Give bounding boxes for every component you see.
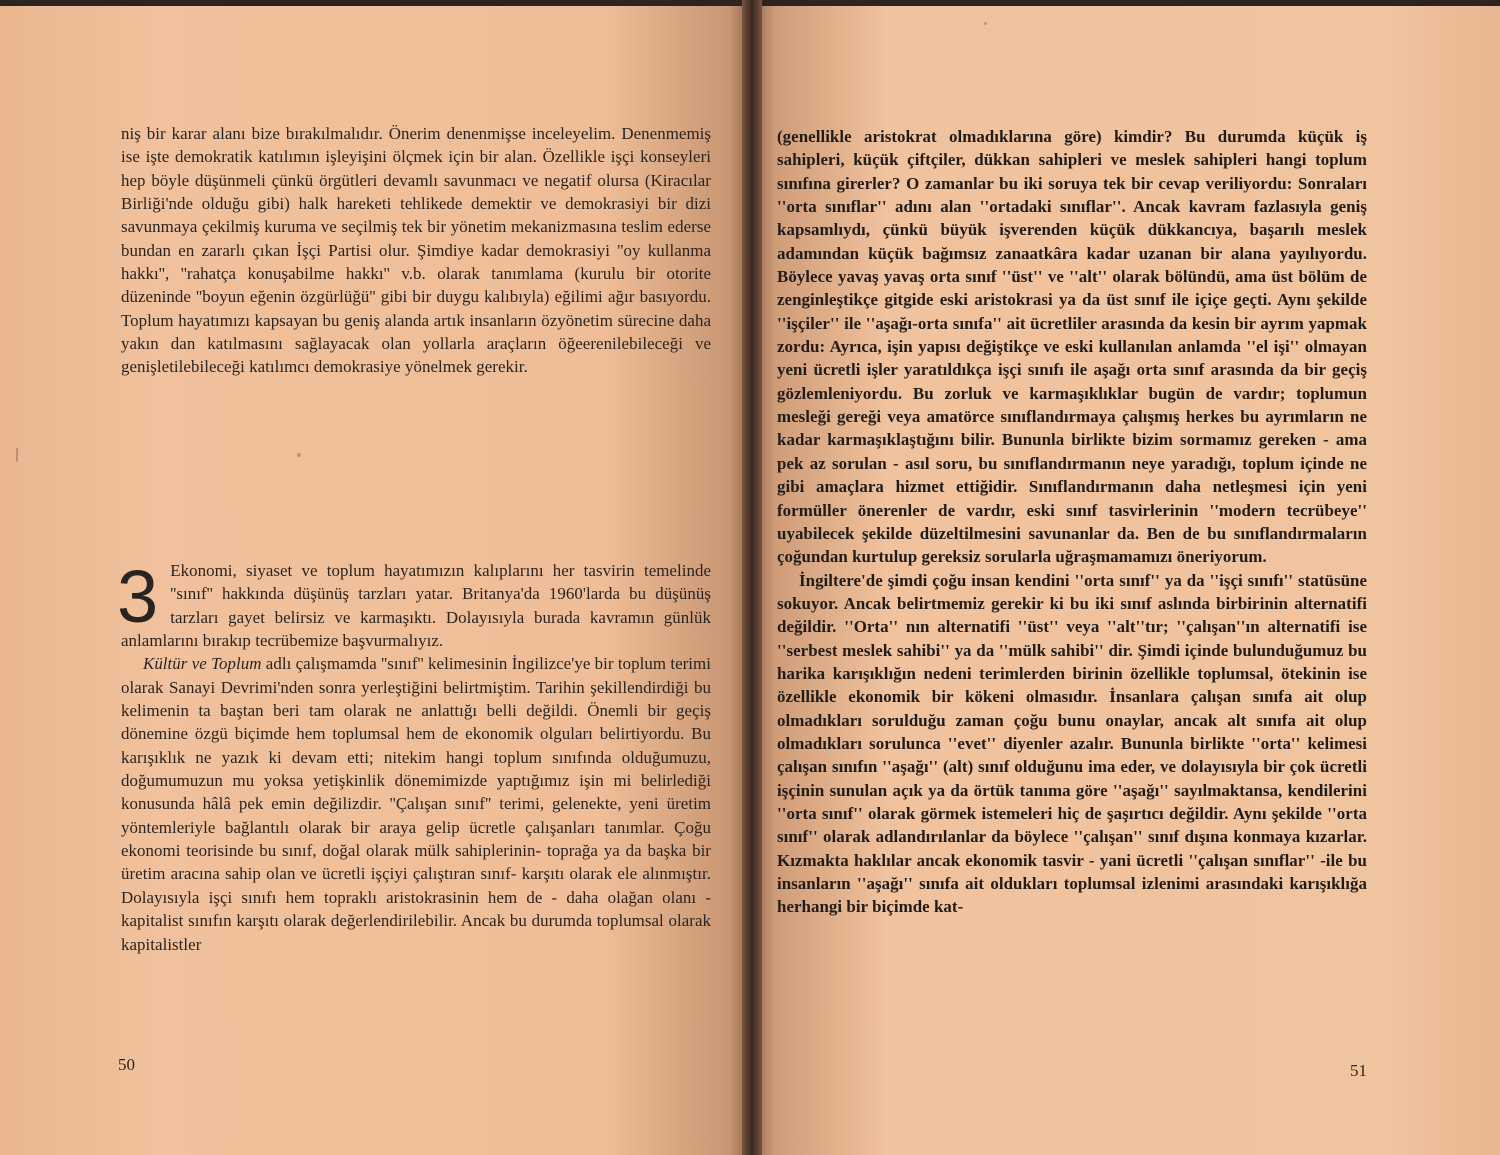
page-number: 50: [118, 1055, 135, 1074]
left-page: [0, 6, 752, 1155]
right-page-text: [777, 125, 1367, 919]
paragraph: niş bir karar alanı bize bırakılmalıdır. Önerim denenmişse inceleyelim. Denenmemiş ise işte demokratik katılımın işleyişini ölçmek için bir alan. Özellikle işçi konseyleri hep böyle düşünmeli çünkü örgütleri devamlı savunmacı ve negatif olursa (Kiracılar Birliği'nde olduğu gibi) halk hareketi tehlikede demektir ve demokrasiyi bir dizi savunmaya çekilmiş kuruma ve seçilmiş tek bir yönetim mekanizmasına teslim ederse bundan en zararlı çıkan İşçi Partisi olur. Şimdiye kadar demokrasiyi ''oy kullanma hakkı'', ''rahatça konuşabilme hakkı'' v.b. olarak tanımlama (kurulu bir otorite düzeninde ''boyun eğenin özgürlüğü'' gibi bir duygu kalıbıyla) eğilimi ağır basıyordu. Toplum hayatımızı kapsayan bu geniş alanda artık insanların özyönetim sürecine daha yakın dan katılmasını sağlayacak olan yollarla araçların öğeerenilebileceği ve genişletilebileceği katılımcı demokrasiye yönelmek gerekir.: [121, 124, 711, 377]
page-number: 51: [1350, 1061, 1367, 1080]
section-number: 3: [117, 555, 159, 638]
left-page-top-text: [121, 122, 711, 379]
right-page: [752, 6, 1500, 1155]
paragraph: [121, 652, 711, 955]
paragraph: İngiltere'de şimdi çoğu insan kendini ''orta sınıf'' ya da ''işçi sınıfı'' statüsüne sokuyor. Ancak belirtmemiz gerekir ki bu iki sınıf aslında birbirinin alternatifi değildir. ''Orta'' nın alternatifi ''üst'' veya ''alt''tır; ''çalışan''ın alternatifi ise ''serbest meslek sahibi'' ya da ''mülk sahibi'' dir. Şimdi içinde bulunduğumuz bu harika karışıklığın nedeni terimlerden birinin özellikle toplumsal, ötekinin ise özellikle ekonomik bir kökeni olmasıdır. İnsanlara çalışan sınıfa ait olup olmadıkları sorulduğu zaman çoğu bunu onaylar, ancak alt sınıfa ait olup olmadıkları sorulunca ''evet'' diyenler azalır. Bununla birlikte ''orta'' kelimesi çalışan sınıfın ''aşağı'' (alt) sınıf olduğunu ima eder, ve dolayısıyla bir çok ücretli işçinin sunulan açık ya da örtük tanıma göre ''aşağı'' sayılmaktansa, kendilerini ''orta sınıf'' olarak görmek istemeleri hiç de şaşırtıcı değildir. Aynı şekilde ''orta sınıf'' olarak adlandırılanlar da böylece ''çalışan'' sınıf dışına konmaya kızarlar. Kızmakta haklılar ancak ekonomik tasvir - yani ücretli ''çalışan sınıflar'' -ile bu insanların ''aşağı'' sınıfa ait oldukları toplumsal izlenimi arasındaki karışıklığa herhangi bir biçimde kat-: [777, 570, 1367, 917]
book-gutter: [742, 0, 762, 1155]
book-title: Kültür ve Toplum: [143, 654, 262, 674]
section-3: [117, 555, 711, 956]
paragraph: (genellikle aristokrat olmadıklarına göre) kimdir? Bu durumda küçük iş sahipleri, küçük çiftçiler, dükkan sahipleri ve meslek sahipleri hangi toplum sınıfına girerler? O zamanlar bu iki soruya tek bir cevap veriliyordu: Sonraları ''orta sınıflar'' adını alan ''ortadaki sınıflar''. Ancak kavram fazlasıyla geniş kapsamlıydı, çünkü büyük işverenden küçük dükkancıya, başarılı meslek adamından küçük bağımsız zanaatkâra kadar uzanan bir alana yayılıyordu. Böylece yavaş yavaş orta sınıf ''üst'' ve ''alt'' olarak bölündü, ama üst bölüm de zenginleştikçe gitgide eski aristokrasi ya da üst sınıf ile içiçe geçti. Aynı şekilde ''işçiler'' ile ''aşağı-orta sınıfa'' ait ücretliler arasında da kesin bir ayrım yapmak zordu: Ayrıca, işin yapısı değiştikçe ve eski kullanılan anlamda ''el işi'' olmayan yeni ücretli işler yaratıldıkça işçi sınıfı ile aşağı orta sınıf arasında da bir geçiş gözlemleniyordu. Bu zorluk ve karmaşıklıklar bugün de vardır; toplumun mesleği gereği veya amatörce sınıflandırmaya çalışmış herkes bu ayrımların ne kadar karmaşıklaştığını bilir. Bununla birlikte bizim sormamız gereken - ama pek az sorulan - asıl soru, bu sınıflandırmanın neye yaradığı, toplum içinde ne gibi amaçlara hizmet ettiğidir. Sınıflandırmanın daha netleşmesi için yeni formüller önerenler de vardır, eski sınıf tasvirlerinin ''modern tecrübeye'' uyabilecek şekilde düzeltilmesini savunanlar da. Ben de bu sınıflandırmaların çoğundan kurtulup gereksiz sorularla uğraşmamamızı öneriyorum.: [777, 127, 1367, 567]
paper-mark: [984, 22, 987, 25]
paragraph: Ekonomi, siyaset ve toplum hayatımızın kalıplarını her tasvirin temelinde ''sınıf'' hakkında düşünüş tarzları yatar. Britanya'da 1960'larda bu düşünüş tarzları gayet belirsiz ve karmaşıktı. Dolayısıyla burada kavramın günlük anlamlarını bırakıp tecrübemize başvurmalıyız.: [121, 561, 711, 651]
paper-mark: [297, 453, 301, 457]
paper-mark: [16, 448, 18, 462]
paragraph-body: adlı çalışmamda ''sınıf'' kelimesinin İngilizce'ye bir toplum terimi olarak Sanayi Devrimi'nden sonra yerleştiğini belirtmiştim. Tarihin şekillendirdiği bu kelimenin ta baştan beri tam olarak ne anlattığı belli değildi. Önemli bir geçiş dönemine özgü biçimde hem toplumsal hem de ekonomik olguları belirtiyordu. Bu karışıklık ne yazık ki devam etti; nitekim hangi toplum sınıfında olduğumuzu, doğumumuzun mu yoksa yetişkinlik dönemimizde yaptığımız işin mi belirlediği konusunda hâlâ pek emin değilizdir. ''Çalışan sınıf'' terimi, gelenekte, yeni üretim yöntemleriyle bağlantılı olarak bir araya gelip ücretle çalışanları tanımlar. Çoğu ekonomi teorisinde bu sınıf, doğal olarak mülk sahiplerinin- toprağa ya da başka bir üretim aracına sahip olan ve ücretli işçiyi çalıştıran sınıf- karşıtı olarak ele alınmıştır. Dolayısıyla işçi sınıfı hem topraklı aristokrasinin hem de - daha olağan olanı - kapitalist sınıfın karşıtı olarak değerlendirilebilir. Ancak bu durumda toplumsal olarak kapitalistler: [121, 654, 711, 954]
